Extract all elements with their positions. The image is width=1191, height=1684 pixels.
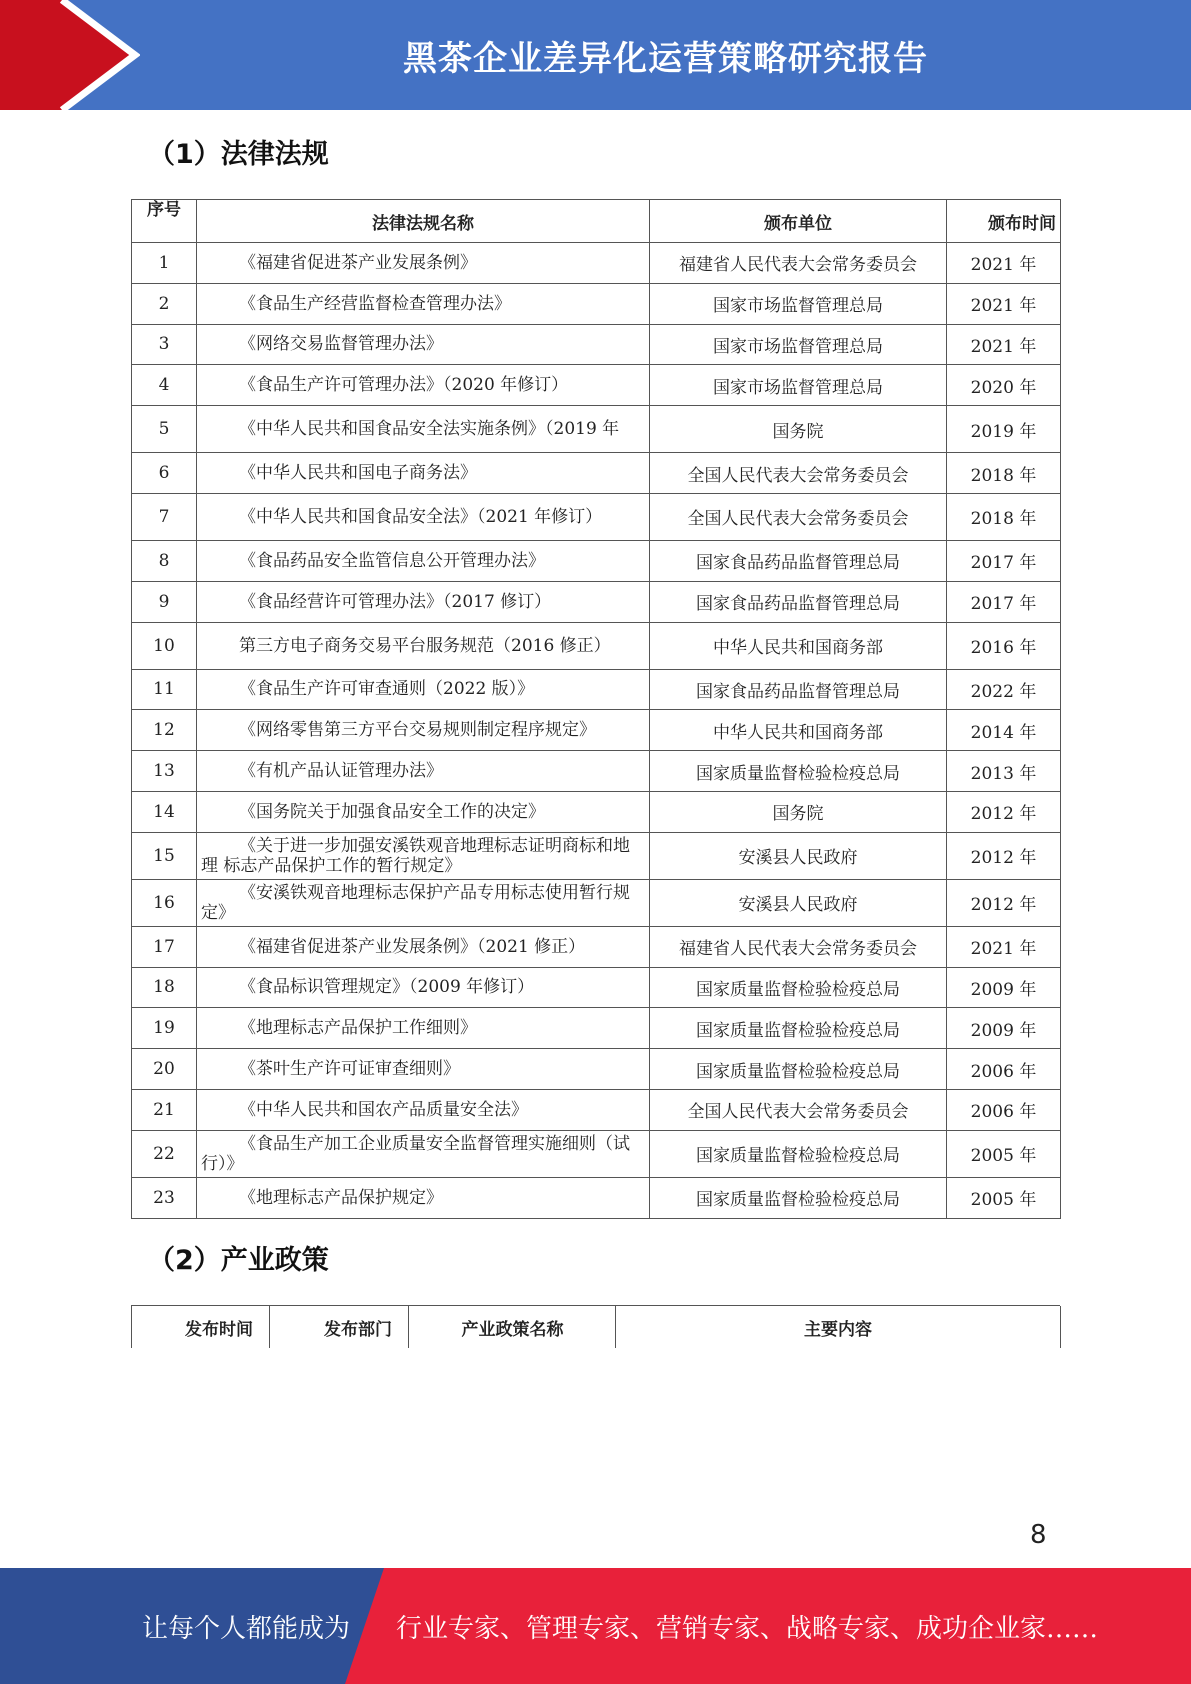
row-number: 7 (132, 493, 197, 540)
issuing-unit: 中华人民共和国商务部 (650, 622, 947, 669)
table-row (132, 1049, 1061, 1090)
law-name: 《国务院关于加强食品安全工作的决定》 (197, 791, 650, 832)
table-row (132, 1177, 1061, 1218)
section-title-policy: （2）产业政策 (148, 1245, 329, 1276)
table-row (132, 967, 1061, 1008)
table-row (132, 1008, 1061, 1049)
law-name: 《网络交易监督管理办法》 (197, 324, 650, 365)
report-title: 黑茶企业差异化运营策略研究报告 (403, 38, 928, 79)
row-number: 13 (132, 751, 197, 792)
table-row (132, 710, 1061, 751)
row-number: 11 (132, 669, 197, 710)
issuing-unit: 国家食品药品监督管理总局 (650, 669, 947, 710)
issue-year: 2021 年 (947, 324, 1061, 365)
issuing-unit: 福建省人民代表大会常务委员会 (650, 926, 947, 967)
law-name: 《食品生产许可管理办法》（2020 年修订） (197, 365, 650, 406)
row-number: 17 (132, 926, 197, 967)
law-name: 《关于进一步加强安溪铁观音地理标志证明商标和地理 标志产品保护工作的暂行规定》 (197, 832, 650, 879)
table-row (132, 243, 1061, 284)
issue-year: 2022 年 (947, 669, 1061, 710)
header-arrow-decoration (0, 0, 140, 110)
header-time: 颁布时间 (947, 200, 1061, 243)
issuing-unit: 国家食品药品监督管理总局 (650, 540, 947, 581)
row-number: 18 (132, 967, 197, 1008)
issue-year: 2009 年 (947, 967, 1061, 1008)
law-name: 《食品经营许可管理办法》（2017 修订） (197, 581, 650, 622)
report-header (0, 0, 1191, 110)
issuing-unit: 福建省人民代表大会常务委员会 (650, 243, 947, 284)
row-number: 12 (132, 710, 197, 751)
row-number: 3 (132, 324, 197, 365)
row-number: 21 (132, 1089, 197, 1130)
law-name: 《地理标志产品保护工作细则》 (197, 1008, 650, 1049)
issuing-unit: 国家市场监督管理总局 (650, 283, 947, 324)
issuing-unit: 中华人民共和国商务部 (650, 710, 947, 751)
row-number: 2 (132, 283, 197, 324)
issue-year: 2005 年 (947, 1177, 1061, 1218)
table-row (132, 365, 1061, 406)
law-name: 《食品生产经营监督检查管理办法》 (197, 283, 650, 324)
issue-year: 2017 年 (947, 540, 1061, 581)
issuing-unit: 全国人民代表大会常务委员会 (650, 1089, 947, 1130)
issuing-unit: 国家质量监督检验检疫总局 (650, 1177, 947, 1218)
row-number: 19 (132, 1008, 197, 1049)
footer-banner (0, 1568, 1191, 1684)
table-row (132, 453, 1061, 494)
law-name: 《有机产品认证管理办法》 (197, 751, 650, 792)
table-row (132, 669, 1061, 710)
laws-table (131, 199, 1061, 1219)
issue-year: 2012 年 (947, 832, 1061, 879)
law-name: 《茶叶生产许可证审查细则》 (197, 1049, 650, 1090)
page-number: 8 (1030, 1520, 1047, 1550)
row-number: 16 (132, 879, 197, 926)
issue-year: 2009 年 (947, 1008, 1061, 1049)
policy-header-dept: 发布部门 (269, 1306, 408, 1348)
header-unit: 颁布单位 (650, 200, 947, 243)
issuing-unit: 全国人民代表大会常务委员会 (650, 453, 947, 494)
law-name: 《中华人民共和国电子商务法》 (197, 453, 650, 494)
issuing-unit: 全国人民代表大会常务委员会 (650, 493, 947, 540)
row-number: 22 (132, 1130, 197, 1177)
row-number: 5 (132, 406, 197, 453)
law-name: 《安溪铁观音地理标志保护产品专用标志使用暂行规定》 (197, 879, 650, 926)
issue-year: 2021 年 (947, 243, 1061, 284)
row-number: 23 (132, 1177, 197, 1218)
issuing-unit: 国家质量监督检验检疫总局 (650, 1049, 947, 1090)
issuing-unit: 国家质量监督检验检疫总局 (650, 1130, 947, 1177)
law-name: 《食品标识管理规定》（2009 年修订） (197, 967, 650, 1008)
law-name: 《中华人民共和国农产品质量安全法》 (197, 1089, 650, 1130)
laws-table-header-row (132, 200, 1061, 243)
table-row (132, 879, 1061, 926)
issuing-unit: 国务院 (650, 406, 947, 453)
table-row (132, 581, 1061, 622)
issue-year: 2021 年 (947, 283, 1061, 324)
issue-year: 2012 年 (947, 879, 1061, 926)
row-number: 15 (132, 832, 197, 879)
row-number: 8 (132, 540, 197, 581)
table-row (132, 406, 1061, 453)
row-number: 14 (132, 791, 197, 832)
issue-year: 2021 年 (947, 926, 1061, 967)
table-row (132, 540, 1061, 581)
issuing-unit: 国家食品药品监督管理总局 (650, 581, 947, 622)
law-name: 《福建省促进茶产业发展条例》（2021 修正） (197, 926, 650, 967)
table-row (132, 283, 1061, 324)
row-number: 10 (132, 622, 197, 669)
policy-header-name: 产业政策名称 (408, 1306, 616, 1348)
table-row (132, 751, 1061, 792)
table-row (132, 1089, 1061, 1130)
issue-year: 2013 年 (947, 751, 1061, 792)
policy-header-time: 发布时间 (131, 1306, 269, 1348)
header-name: 法律法规名称 (197, 200, 650, 243)
row-number: 20 (132, 1049, 197, 1090)
table-row (132, 791, 1061, 832)
law-name: 《食品生产加工企业质量安全监督管理实施细则（试行）》 (197, 1130, 650, 1177)
law-name: 《网络零售第三方平台交易规则制定程序规定》 (197, 710, 650, 751)
table-row (132, 832, 1061, 879)
issue-year: 2014 年 (947, 710, 1061, 751)
law-name: 《中华人民共和国食品安全法实施条例》（2019 年 (197, 406, 650, 453)
table-row (132, 926, 1061, 967)
issuing-unit: 国家质量监督检验检疫总局 (650, 967, 947, 1008)
law-name: 《食品生产许可审查通则（2022 版）》 (197, 669, 650, 710)
issuing-unit: 安溪县人民政府 (650, 832, 947, 879)
law-name: 《中华人民共和国食品安全法》（2021 年修订） (197, 493, 650, 540)
issue-year: 2019 年 (947, 406, 1061, 453)
row-number: 6 (132, 453, 197, 494)
issue-year: 2018 年 (947, 453, 1061, 494)
law-name: 第三方电子商务交易平台服务规范（2016 修正） (197, 622, 650, 669)
issue-year: 2020 年 (947, 365, 1061, 406)
table-row (132, 1130, 1061, 1177)
issue-year: 2016 年 (947, 622, 1061, 669)
issue-year: 2017 年 (947, 581, 1061, 622)
issue-year: 2006 年 (947, 1089, 1061, 1130)
issuing-unit: 国务院 (650, 791, 947, 832)
row-number: 4 (132, 365, 197, 406)
issue-year: 2005 年 (947, 1130, 1061, 1177)
policy-table-header (131, 1305, 1060, 1348)
issuing-unit: 安溪县人民政府 (650, 879, 947, 926)
policy-header-content: 主要内容 (615, 1306, 1061, 1348)
issue-year: 2012 年 (947, 791, 1061, 832)
table-row (132, 622, 1061, 669)
law-name: 《食品药品安全监管信息公开管理办法》 (197, 540, 650, 581)
table-row (132, 493, 1061, 540)
row-number: 1 (132, 243, 197, 284)
issuing-unit: 国家质量监督检验检疫总局 (650, 751, 947, 792)
issuing-unit: 国家市场监督管理总局 (650, 324, 947, 365)
law-name: 《福建省促进茶产业发展条例》 (197, 243, 650, 284)
section-title-laws: （1）法律法规 (148, 139, 329, 170)
header-no: 序号 (132, 200, 197, 243)
issue-year: 2006 年 (947, 1049, 1061, 1090)
footer-slogan-left: 让每个人都能成为 (142, 1613, 351, 1644)
row-number: 9 (132, 581, 197, 622)
footer-slogan-right: 行业专家、管理专家、营销专家、战略专家、成功企业家…… (396, 1613, 1099, 1644)
issuing-unit: 国家市场监督管理总局 (650, 365, 947, 406)
issuing-unit: 国家质量监督检验检疫总局 (650, 1008, 947, 1049)
table-row (132, 324, 1061, 365)
issue-year: 2018 年 (947, 493, 1061, 540)
law-name: 《地理标志产品保护规定》 (197, 1177, 650, 1218)
